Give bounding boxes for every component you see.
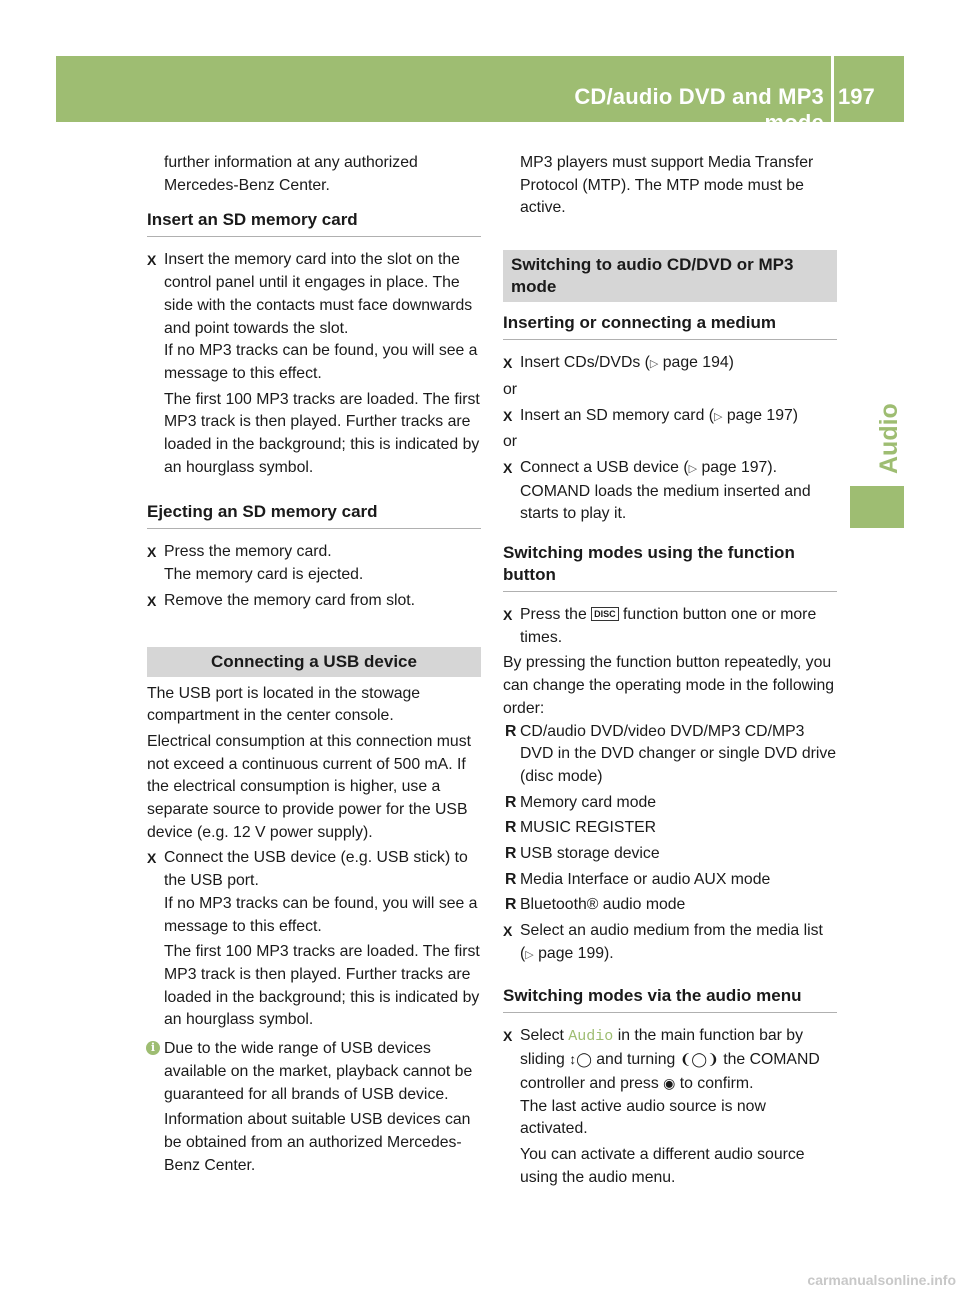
side-tab-label: Audio — [875, 403, 903, 474]
section-banner: Connecting a USB device — [147, 647, 481, 677]
page-number: 197 — [838, 84, 875, 109]
footer-watermark: carmanualsonline.info — [807, 1272, 956, 1288]
step-item: X Select Audio in the main function bar by sliding ↕◯ and turning ❨◯❩ the COMAND controller and press ◉ to confirm. — [503, 1026, 820, 1092]
turn-controller-icon: ❨◯❩ — [679, 1051, 719, 1068]
result-text: The last active audio source is now activated. — [520, 1097, 766, 1138]
body-text: By pressing the function button repeatedly, you can change the operating mode in the following order: — [503, 654, 835, 717]
step-arrow-icon: X — [147, 252, 157, 269]
step-arrow-icon: X — [147, 544, 157, 561]
page-ref-icon: ▷ — [688, 462, 698, 475]
header-divider — [831, 56, 834, 122]
step-item: X Connect the USB device (e.g. USB stick) to the USB port. — [147, 849, 468, 890]
result-text: COMAND loads the medium inserted and starts to play it. — [520, 482, 811, 523]
section-heading: Inserting or connecting a medium — [503, 312, 837, 340]
result-text: If no MP3 tracks can be found, you will see a message to this effect. — [164, 342, 478, 382]
section-heading: Insert an SD memory card — [147, 209, 481, 237]
intro-line: further information at any authorized — [164, 154, 418, 171]
step-item: X Press the DISC function button one or more times. — [503, 606, 817, 646]
result-text: You can activate a different audio source using the audio menu. — [520, 1146, 805, 1186]
list-item: R USB storage device — [505, 845, 660, 863]
left-column — [147, 152, 481, 1177]
page-ref-icon: ▷ — [525, 948, 534, 961]
step-arrow-icon: X — [503, 607, 513, 624]
disc-key-icon: DISC — [591, 607, 619, 621]
body-text: Electrical consumption at this connection must not exceed a continuous current of 500 mA. If the electrical consumption is higher, use a separate source to provide power for the USB device (e.g. 12 V power supply). — [147, 732, 471, 841]
result-text: If no MP3 tracks can be found, you will see a message to this effect. — [164, 894, 478, 935]
side-tab-block — [850, 486, 904, 528]
info-text: Information about suitable USB devices can be obtained from an authorized Mercedes-Benz Center. — [164, 1111, 471, 1174]
list-item: R Bluetooth® audio mode — [505, 896, 686, 914]
result-text: The first 100 MP3 tracks are loaded. The first MP3 track is then played. Further tracks are loaded in the background; this is indicated by an hourglass symbol. — [164, 390, 480, 476]
page-title: CD/audio DVD and MP3 mode — [574, 84, 824, 135]
list-item: R Memory card mode — [505, 793, 657, 811]
slide-controller-icon: ↕◯ — [569, 1051, 592, 1068]
list-item: R CD/audio DVD/video DVD/MP3 CD/MP3 DVD in the DVD changer or single DVD drive (disc mode) — [505, 722, 837, 785]
result-text: The memory card is ejected. — [164, 566, 364, 584]
body-text: The USB port is located in the stowage compartment in the center console. — [147, 684, 421, 725]
section-heading: Switching modes using the function button — [503, 542, 837, 592]
page-ref-icon: ▷ — [649, 358, 659, 371]
or-text: or — [503, 433, 518, 451]
step-item: X Insert CDs/DVDs (▷ page 194) — [503, 352, 837, 376]
press-controller-icon: ◉ — [663, 1074, 676, 1091]
info-icon: i — [146, 1041, 160, 1055]
result-text: The first 100 MP3 tracks are loaded. The first MP3 track is then played. Further tracks are loaded in the background; this is indicated by an hourglass symbol. — [164, 943, 480, 1029]
step-item: X Connect a USB device (▷ page 197). — [503, 457, 837, 481]
step-arrow-icon: X — [147, 592, 157, 609]
step-arrow-icon: X — [147, 850, 157, 867]
section-heading: Ejecting an SD memory card — [147, 501, 481, 529]
step-item: X Remove the memory card from slot. — [147, 590, 481, 613]
step-item: X Insert an SD memory card (▷ page 197) — [503, 405, 837, 429]
step-arrow-icon: X — [503, 1027, 513, 1044]
intro-line: Mercedes-Benz Center. — [164, 176, 330, 194]
or-text: or — [503, 380, 518, 398]
section-banner: Switching to audio CD/DVD or MP3 mode — [503, 250, 837, 302]
list-item: R Media Interface or audio AUX mode — [505, 870, 771, 888]
step-arrow-icon: X — [503, 355, 513, 372]
body-text: MP3 players must support Media Transfer Protocol (MTP). The MTP mode must be active. — [520, 154, 814, 217]
list-item: R MUSIC REGISTER — [505, 819, 657, 837]
audio-menu-label: Audio — [568, 1027, 614, 1045]
step-arrow-icon: X — [503, 407, 513, 424]
step-item: X Insert the memory card into the slot on the control panel until it engages in place. The side with the contacts must face downwards and point towards the slot. — [147, 251, 473, 337]
section-heading: Switching modes via the audio menu — [503, 985, 837, 1013]
step-arrow-icon: X — [503, 923, 513, 940]
info-note: i Due to the wide range of USB devices available on the market, playback cannot be guaranteed for all brands of USB device. — [147, 1038, 481, 1106]
step-item: X Select an audio medium from the media list (▷ page 199). — [503, 922, 823, 962]
step-item: X Press the memory card. — [147, 541, 481, 564]
right-column — [503, 152, 837, 1190]
page-ref-icon: ▷ — [714, 410, 723, 423]
step-arrow-icon: X — [503, 459, 513, 476]
